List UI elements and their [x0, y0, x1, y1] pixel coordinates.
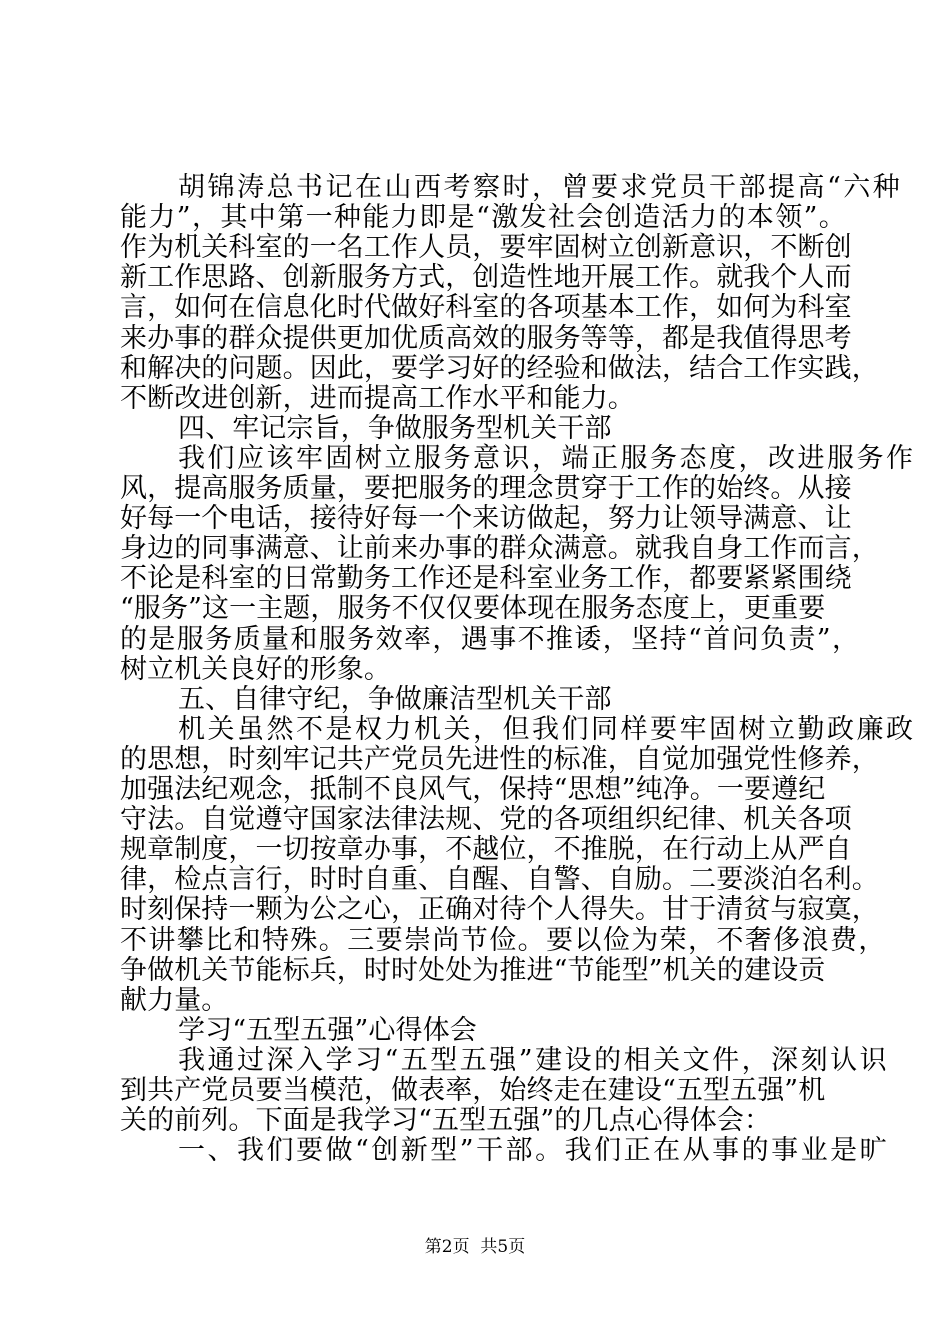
section-heading: 五、自律守纪，争做廉洁型机关干部 — [178, 683, 612, 715]
text-line: 机关虽然不是权力机关，但我们同样要牢固树立勤政廉政 — [178, 713, 916, 745]
section-heading: 四、牢记宗旨，争做服务型机关干部 — [178, 412, 612, 444]
text-line: 到共产党员要当模范，做表率，始终走在建设“五型五强”机 — [120, 1075, 826, 1106]
article-title: 学习“五型五强”心得体会 — [178, 1014, 477, 1046]
text-line: 身边的同事满意、让前来办事的群众满意。就我自身工作而言， — [120, 533, 879, 565]
text-line: 树立机关良好的形象。 — [120, 653, 391, 685]
text-line: 守法。自觉遵守国家法律法规、党的各项组织纪律、机关各项 — [120, 804, 852, 836]
text-line: 律，检点言行，时时自重、自醒、自警、自励。二要淡泊名利。 — [120, 864, 879, 896]
text-line: 胡锦涛总书记在山西考察时，曾要求党员干部提高“六种 — [178, 172, 903, 203]
text-line: 好每一个电话，接待好每一个来访做起，努力让领导满意、让 — [120, 503, 852, 535]
text-line: 不断改进创新，进而提高工作水平和能力。 — [120, 382, 635, 414]
text-line: 不讲攀比和特殊。三要崇尚节俭。要以俭为荣，不奢侈浪费， — [120, 924, 887, 956]
text-line: 言，如何在信息化时代做好科室的各项基本工作，如何为科室 — [120, 292, 852, 324]
text-line: 的是服务质量和服务效率，遇事不推诿，坚持“首问负责”， — [120, 623, 861, 655]
text-line: 不论是科室的日常勤务工作还是科室业务工作，都要紧紧围绕 — [120, 563, 852, 595]
text-line: 时刻保持一颗为公之心，正确对待个人得失。甘于清贫与寂寞， — [120, 894, 879, 926]
text-line: 新工作思路、创新服务方式，创造性地开展工作。就我个人而 — [120, 262, 852, 294]
text-line: 规章制度，一切按章办事，不越位，不推脱，在行动上从严自 — [120, 834, 852, 866]
text-line: 一、我们要做“创新型”干部。我们正在从事的事业是旷 — [178, 1135, 890, 1167]
text-line: 风，提高服务质量，要把服务的理念贯穿于工作的始终。从接 — [120, 473, 852, 504]
text-line: 关的前列。下面是我学习“五型五强”的几点心得体会： — [120, 1105, 772, 1137]
text-line: 能力”，其中第一种能力即是“激发社会创造活力的本领”。 — [120, 202, 848, 234]
text-line: “服务”这一主题，服务不仅仅要体现在服务态度上，更重要 — [120, 593, 826, 625]
text-line: 我通过深入学习“五型五强”建设的相关文件，深刻认识 — [178, 1044, 890, 1076]
page-number-footer: 第2页 共5页 — [424, 1237, 526, 1257]
text-line: 作为机关科室的一名工作人员，要牢固树立创新意识，不断创 — [120, 232, 852, 264]
text-line: 争做机关节能标兵，时时处处为推进“节能型”机关的建设贡 — [120, 954, 826, 986]
text-line: 我们应该牢固树立服务意识，端正服务态度，改进服务作 — [178, 442, 916, 474]
text-line: 的思想，时刻牢记共产党员先进性的标准，自觉加强党性修养， — [120, 743, 879, 775]
text-line: 献力量。 — [120, 984, 229, 1016]
text-line: 加强法纪观念，抵制不良风气，保持“思想”纯净。一要遵纪 — [120, 774, 826, 805]
text-line: 和解决的问题。因此，要学习好的经验和做法，结合工作实践， — [120, 352, 879, 384]
text-line: 来办事的群众提供更加优质高效的服务等等，都是我值得思考 — [120, 322, 852, 354]
